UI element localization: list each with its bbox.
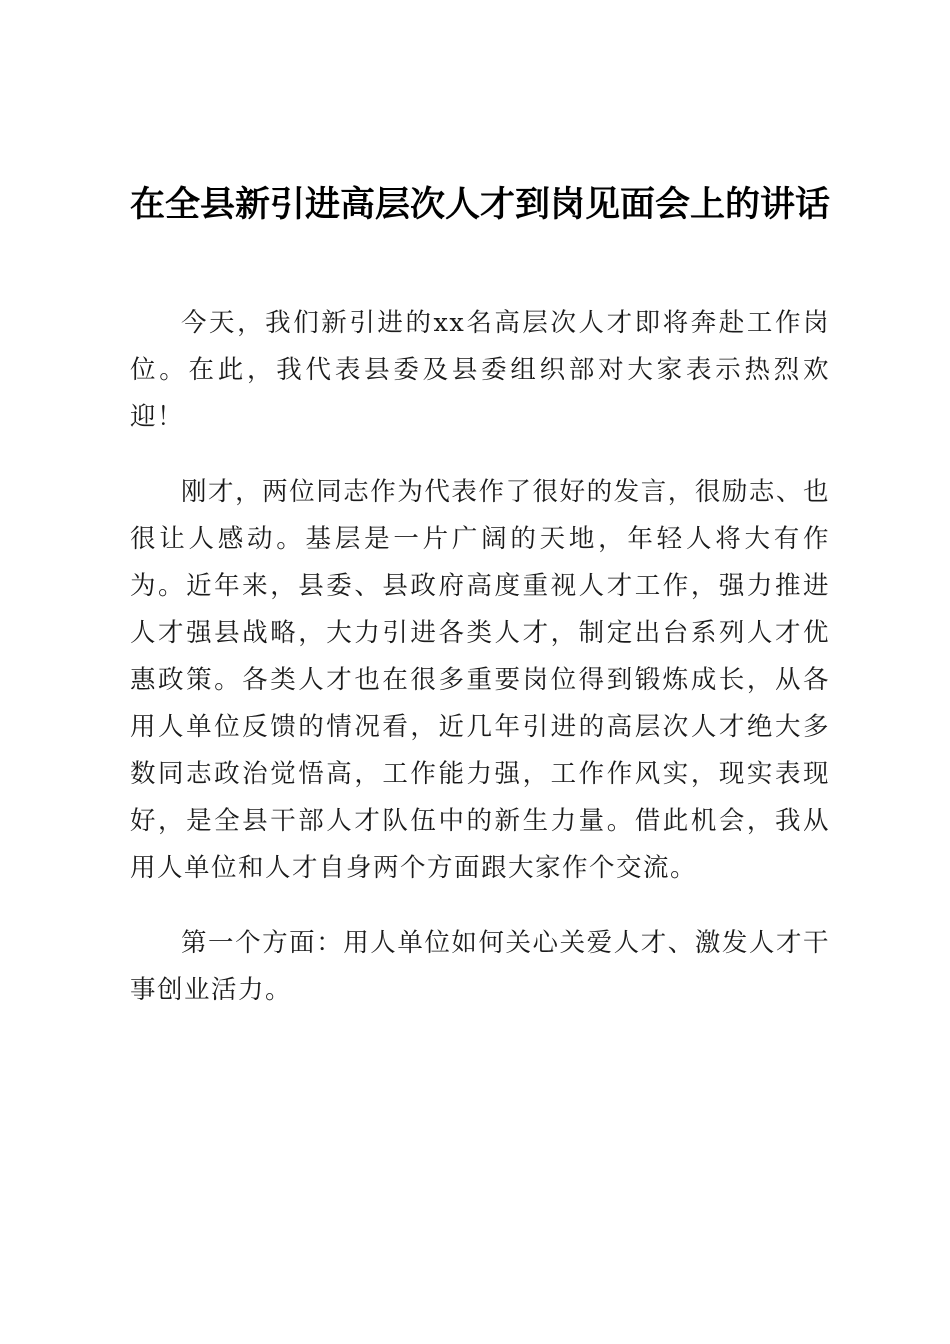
paragraph-welcome: 今天，我们新引进的xx名高层次人才即将奔赴工作岗位。在此，我代表县委及县委组织部对大家表示热烈欢迎！ [130,308,830,432]
paragraph-first-aspect: 第一个方面：用人单位如何关心关爱人才、激发人才干事创业活力。 [130,928,830,1005]
document-body [130,300,830,1042]
document-title: 在全县新引进高层次人才到岗见面会上的讲话 [129,184,830,225]
paragraph-talent-work: 刚才，两位同志作为代表作了很好的发言，很励志、也很让人感动。基层是一片广阔的天地，年轻人将大有作为。近年来，县委、县政府高度重视人才工作，强力推进人才强县战略，大力引进各类人才，制定出台系列人才优惠政策。各类人才也在很多重要岗位得到锻炼成长，从各用人单位反馈的情况看，近几年引进的高层次人才绝大多数同志政治觉悟高，工作能力强，工作作风实，现实表现好，是全县干部人才队伍中的新生力量。借此机会，我从用人单位和人才自身两个方面跟大家作个交流。 [130,477,830,883]
